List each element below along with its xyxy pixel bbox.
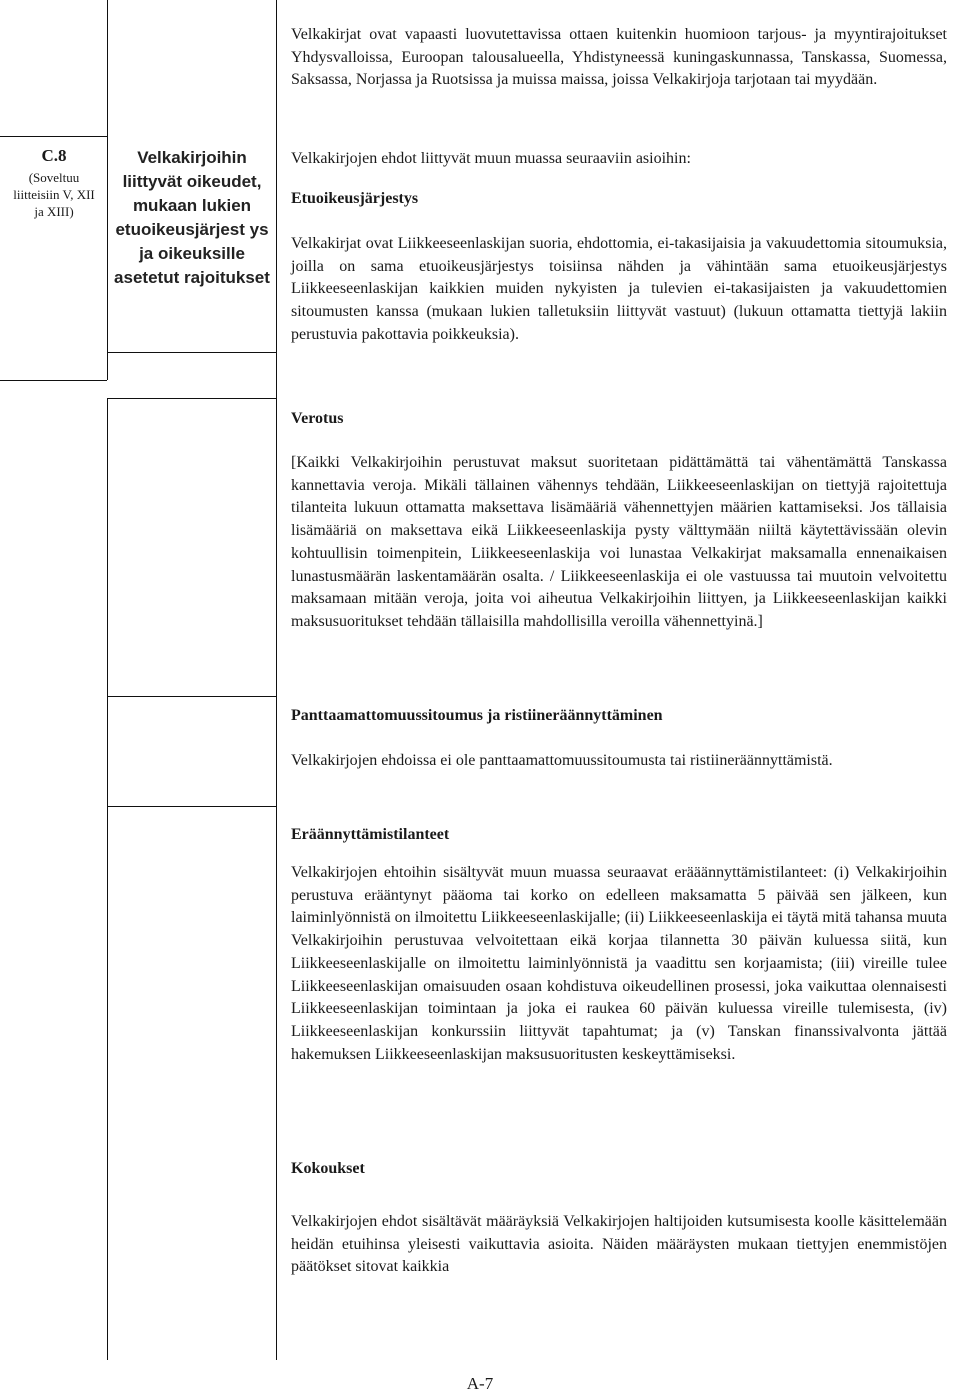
table-row-divider-c8-title bbox=[107, 352, 276, 353]
events-heading-block bbox=[291, 824, 947, 846]
tax-heading-block bbox=[291, 408, 947, 430]
table-row-divider-pledge bbox=[107, 806, 276, 807]
tax-text-block bbox=[291, 452, 947, 634]
table-border-col-divider bbox=[276, 0, 277, 1360]
table-row-divider-c8-col2-start bbox=[107, 398, 276, 399]
events-paragraph: Velkakirjojen ehtoihin sisältyvät muun muassa seuraavat erääännyttämistilanteet: (i) Velkakirjoihin perustuva erääntynyt pääoma tai korko on edelleen maksamatta 5 päivää sen jälkeen, kun laiminlyönnistä on ilmoitettu Liikkeeseenlaskijalle; (ii) Liikkeeseenlaskija ei täytä mitä tahansa muuta Velkakirjoihin perustuvaa velvoitettaan eikä korjaa tilannetta 30 päivän kuluessa siitä, kun Liikkeeseenlaskijalle on ilmoitettu laiminlyönnistä ja vaadittu sen korjaamista; (iii) vireille tulee Liikkeeseenlaskijan omaisuuden osaan kohdistuva oikeudellinen prosessi, joka vaikuttaa olennaisesti Liikkeeseenlaskijan toimintaan ja joka ei raukea 60 päivän kuluessa vireille tulemisesta, (iv) Liikkeeseenlaskijan konkurssiin liittyvät tapahtumat; ja (v) Tanskan finanssivalvonta jättää hakemuksen Liikkeeseenlaskijan maksusuoritusten keskeyttämiseksi. bbox=[291, 864, 947, 1063]
priority-paragraph: Velkakirjat ovat Liikkeeseenlaskijan suoria, ehdottomia, ei-takasijaisia ja vakuudettomia sitoumuksia, joilla on sama etuoikeusjärjestys toisiinsa nähden ja vähintään sama etuoikeusjärjestys Liikkeeseenlaskijan kaikkien muiden nykyisten ja tulevien ei-takasijaisten ja vakuudettomien sitoumusten kanssa (mukaan lukien talletuksiin liittyvät vastuut) (lukuun ottamatta tiettyjä lakiin perustuvia pakottavia poikkeuksia). bbox=[291, 235, 947, 343]
table-border-left-col2 bbox=[107, 398, 108, 1360]
section-applicability-note: (Soveltuu liitteisiin V, XII ja XIII) bbox=[13, 170, 95, 219]
table-row-divider-c8 bbox=[0, 380, 107, 381]
section-title-column bbox=[114, 146, 270, 290]
table-row-divider-top bbox=[0, 136, 107, 137]
section-title: Velkakirjoihin liittyvät oikeudet, mukaan lukien etuoikeusjärjest ys ja oikeuksille asetetut rajoitukset bbox=[114, 148, 270, 287]
page-number: A-7 bbox=[466, 1374, 494, 1393]
pledge-heading: Panttaamattomuussitoumus ja ristiineräännyttäminen bbox=[291, 707, 663, 724]
transferability-paragraph: Velkakirjat ovat vapaasti luovutettavissa ottaen kuitenkin huomioon tarjous- ja myyntirajoitukset Yhdysvalloissa, Euroopan talousalueella, Yhdistyneessä kuningaskunnassa, Tanskassa, Suomessa, Saksassa, Norjassa ja Ruotsissa ja muissa maissa, joissa Velkakirjoja tarjotaan tai myydään. bbox=[291, 26, 947, 89]
events-text-block bbox=[291, 862, 947, 1066]
section-number: C.8 bbox=[41, 146, 67, 165]
table-border-left-col1 bbox=[107, 0, 108, 380]
pledge-heading-block bbox=[291, 705, 947, 727]
meetings-heading-block bbox=[291, 1158, 947, 1180]
c8-intro-block bbox=[291, 148, 947, 171]
meetings-text-block bbox=[291, 1211, 947, 1279]
priority-block bbox=[291, 188, 947, 210]
top-row-content bbox=[291, 24, 947, 92]
pledge-paragraph: Velkakirjojen ehdoissa ei ole panttaamattomuussitoumusta tai ristiineräännyttämistä. bbox=[291, 752, 833, 769]
meetings-paragraph: Velkakirjojen ehdot sisältävät määräyksiä Velkakirjojen haltijoiden kutsumisesta koolle käsittelemään heidän etuihinsa yleisesti vaikuttavia asioita. Näiden määräysten mukaan tiettyjen enemmistöjen päätökset sitovat kaikkia bbox=[291, 1213, 947, 1276]
meetings-heading: Kokoukset bbox=[291, 1160, 365, 1177]
events-heading: Eräännyttämistilanteet bbox=[291, 826, 450, 843]
pledge-text-block bbox=[291, 750, 947, 773]
tax-paragraph: [Kaikki Velkakirjoihin perustuvat maksut suoritetaan pidättämättä tai vähentämättä Tanskassa kannettavia veroja. Mikäli tällainen vähennys tehdään, Liikkeeseenlaskijan on tiettyjä rajoitettuja tilanteita lukuun ottamatta maksettava lisämääriä vähennettyjen määrien kattamiseksi. Jos tällaisia lisämääriä on maksettava eikä Liikkeeseenlaskija pysty välttymään niiltä käytettävissään olevin kohtuullisin toimenpitein, Liikkeeseenlaskija voi lunastaa Velkakirjat maksamalla ennenaikaisen lunastusmäärän laskentamäärän osalta. / Liikkeeseenlaskija ei ole vastuussa tai muutoin velvoitettu maksamaan mitään veroja, joita voi aiheutua Velkakirjoihin liittyen, ja Liikkeeseenlaskijan kaikki maksusuoritukset tehdään tällaisilla mahdollisilla veroilla vähennettyinä.] bbox=[291, 454, 947, 630]
c8-intro-paragraph: Velkakirjojen ehdot liittyvät muun muassa seuraaviin asioihin: bbox=[291, 150, 691, 167]
table-row-divider-c8-col2-end bbox=[107, 696, 276, 697]
priority-heading: Etuoikeusjärjestys bbox=[291, 190, 419, 207]
section-number-column bbox=[4, 146, 104, 220]
priority-text-block bbox=[291, 233, 947, 347]
tax-heading: Verotus bbox=[291, 410, 344, 427]
